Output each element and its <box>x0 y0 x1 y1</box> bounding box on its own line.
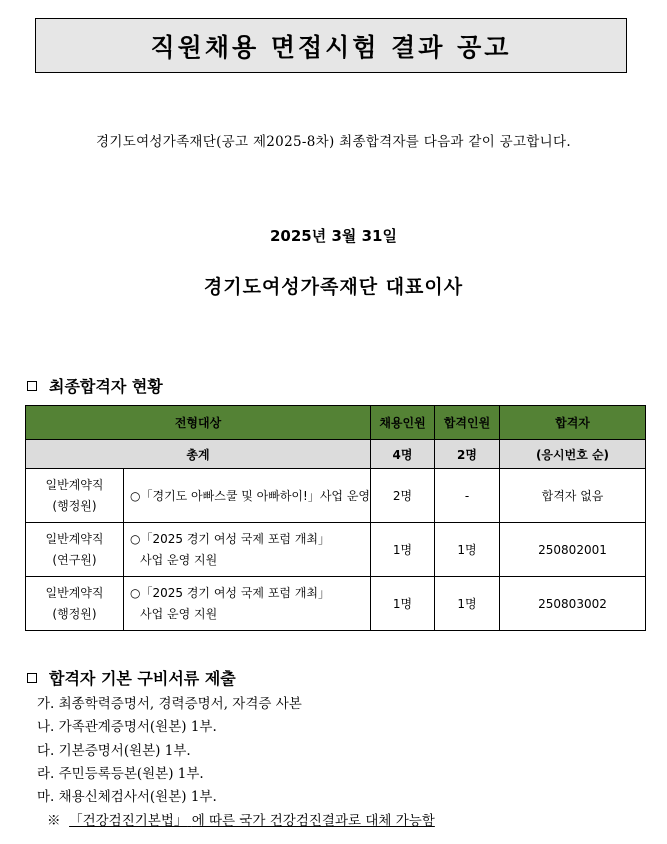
list-item: 나. 가족관계증명서(원본) 1부. <box>37 719 217 736</box>
table-row <box>26 577 646 631</box>
header-pass: 합격인원 <box>435 406 500 440</box>
winner-id: 250803002 <box>500 577 646 631</box>
header-target: 전형대상 <box>26 406 371 440</box>
page-title: 직원채용 면접시험 결과 공고 <box>35 18 627 73</box>
table-row <box>26 523 646 577</box>
table-total-row <box>26 440 646 469</box>
project-cell <box>124 577 371 631</box>
winner-id: 합격자 없음 <box>500 469 646 523</box>
pass-count: - <box>435 469 500 523</box>
list-item: 마. 채용신체검사서(원본) 1부. <box>37 789 217 806</box>
note-text: 에 따른 국가 건강검진결과로 대체 가능함 <box>191 813 435 829</box>
job-type-cell <box>26 577 124 631</box>
list-item: 가. 최종학력증명서, 경력증명서, 자격증 사본 <box>37 696 302 712</box>
document-list <box>37 693 302 809</box>
header-winner: 합격자 <box>500 406 646 440</box>
section-title: 합격자 기본 구비서류 제출 <box>49 669 236 688</box>
job-type-cell <box>26 523 124 577</box>
project-detail: 사업 운영 지원 <box>140 552 218 567</box>
project-detail: 사업 운영 지원 <box>140 606 218 621</box>
checkbox-bullet-icon <box>27 673 37 683</box>
project-cell <box>124 523 371 577</box>
intro-text: 경기도여성가족재단(공고 제2025-8차) 최종합격자를 다음과 같이 공고합니다. <box>96 134 571 150</box>
health-check-note <box>47 809 435 829</box>
note-mark: ※ <box>47 813 61 829</box>
pass-count: 1명 <box>435 523 500 577</box>
project-name: ○「경기도 아빠스쿨 및 아빠하이!」사업 운영 <box>130 489 371 503</box>
job-type: 일반계약직 <box>45 585 104 600</box>
section-heading-final-results <box>27 374 163 397</box>
hire-count: 2명 <box>371 469 435 523</box>
total-label: 총계 <box>26 440 371 469</box>
section-heading-documents <box>27 666 236 689</box>
results-table <box>25 405 646 631</box>
total-hire: 4명 <box>371 440 435 469</box>
announcement-date: 2025년 3월 31일 <box>270 227 397 245</box>
winner-id: 250802001 <box>500 523 646 577</box>
table-header-row <box>26 406 646 440</box>
job-type-cell <box>26 469 124 523</box>
project-cell <box>124 469 371 523</box>
note-law: 「건강검진기본법」 <box>69 813 188 829</box>
list-item: 다. 기본증명서(원본) 1부. <box>37 742 191 759</box>
job-role: (연구원) <box>52 552 97 567</box>
job-role: (행정원) <box>52 606 97 621</box>
job-type: 일반계약직 <box>45 477 104 492</box>
header-hire: 채용인원 <box>371 406 435 440</box>
job-type: 일반계약직 <box>45 531 104 546</box>
job-role: (행정원) <box>52 498 97 513</box>
project-name: ○「2025 경기 여성 국제 포럼 개최」 <box>130 531 331 546</box>
checkbox-bullet-icon <box>27 381 37 391</box>
section-title: 최종합격자 현황 <box>49 377 163 396</box>
total-winner: (응시번호 순) <box>500 440 646 469</box>
project-name: ○「2025 경기 여성 국제 포럼 개최」 <box>130 585 331 600</box>
total-pass: 2명 <box>435 440 500 469</box>
hire-count: 1명 <box>371 577 435 631</box>
pass-count: 1명 <box>435 577 500 631</box>
list-item: 라. 주민등록등본(원본) 1부. <box>37 765 204 782</box>
hire-count: 1명 <box>371 523 435 577</box>
table-row <box>26 469 646 523</box>
issuer-name: 경기도여성가족재단 대표이사 <box>203 276 464 298</box>
